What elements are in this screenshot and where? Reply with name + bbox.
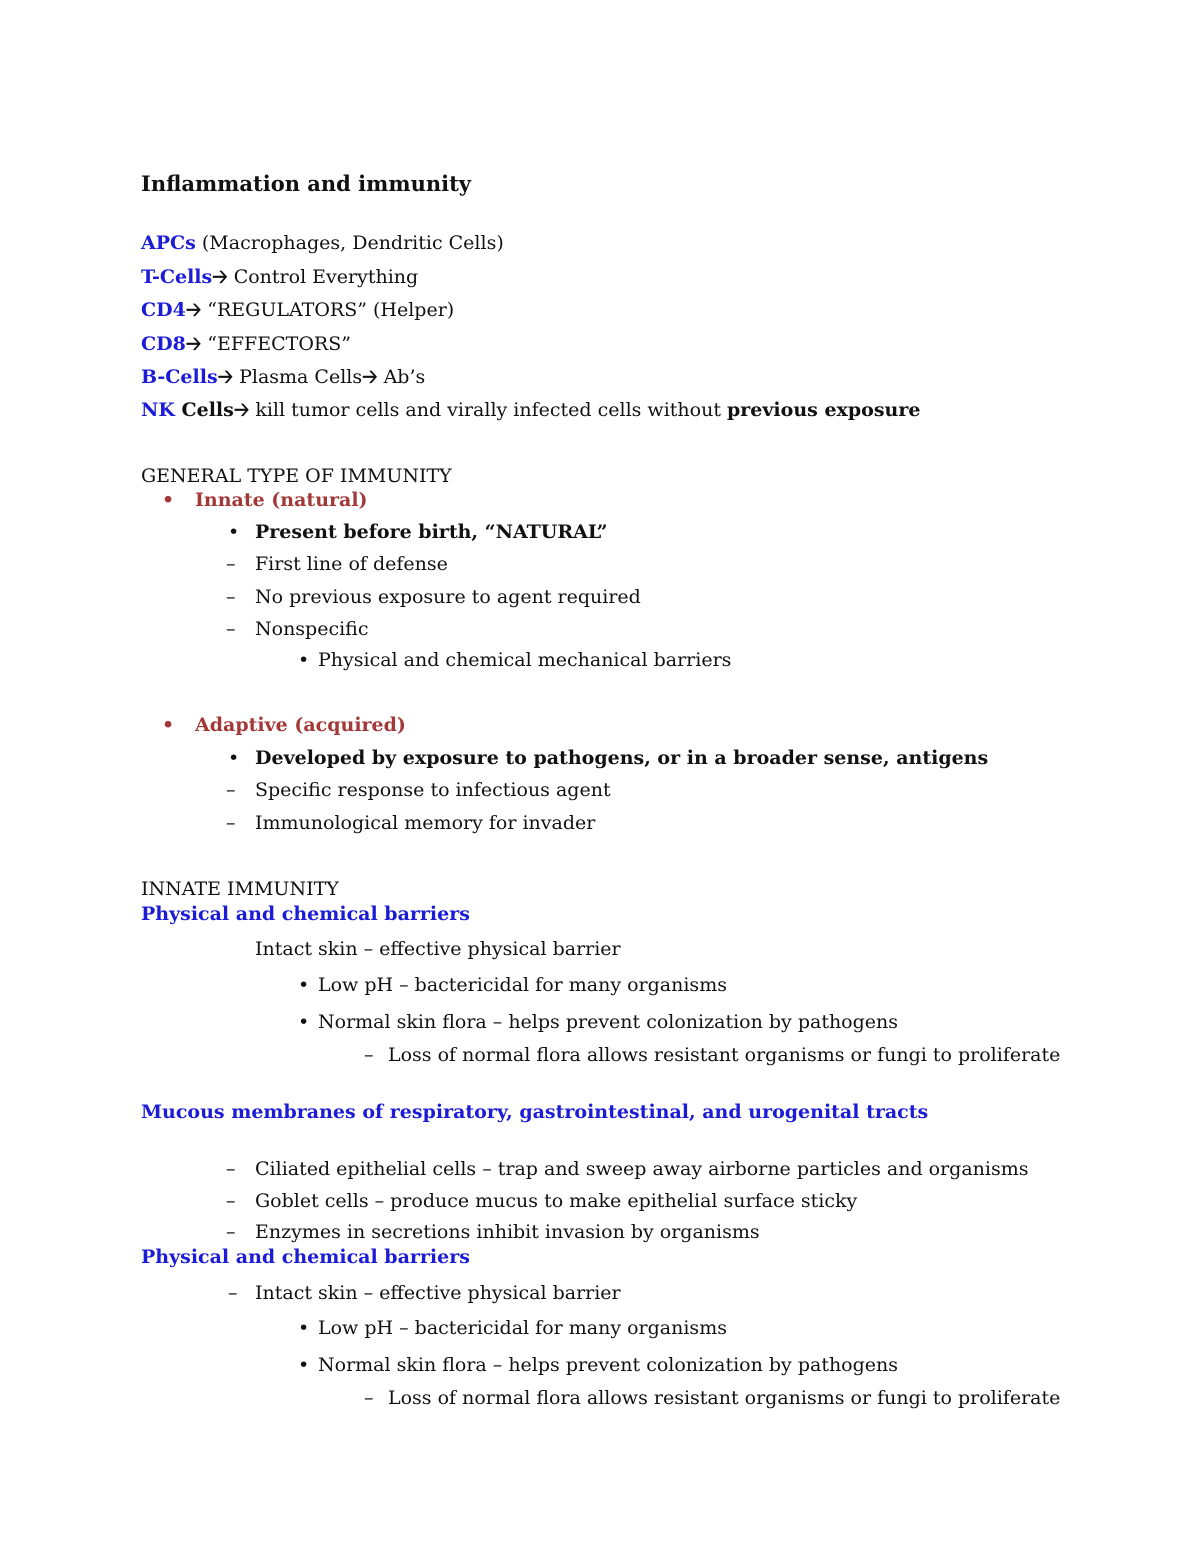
list-item: Nonspecific — [255, 618, 369, 640]
glossary-cd4 — [141, 298, 454, 322]
dash-icon: – — [364, 1387, 374, 1409]
bullet-icon: • — [298, 1354, 310, 1376]
arrow-icon: 🡢 — [233, 399, 250, 421]
bullet-icon: • — [162, 489, 175, 511]
dash-icon: – — [226, 1221, 236, 1243]
glossary-text: Ab’s — [377, 366, 426, 388]
glossary-bcells — [141, 365, 425, 389]
glossary-text: (Macrophages, Dendritic Cells) — [195, 232, 504, 254]
list-item: Specific response to infectious agent — [255, 779, 611, 801]
bullet-icon: • — [298, 1317, 310, 1339]
dash-icon: – — [364, 1044, 374, 1066]
glossary-text: Plasma Cells — [233, 366, 363, 388]
term-apcs: APCs — [141, 232, 196, 254]
list-item: First line of defense — [255, 553, 448, 575]
bullet-icon: • — [228, 747, 240, 769]
dash-icon: – — [226, 553, 236, 575]
glossary-nk — [141, 398, 920, 422]
list-item: Physical and chemical mechanical barriers — [318, 649, 732, 671]
dash-icon: – — [226, 812, 236, 834]
arrow-icon: 🡢 — [217, 366, 234, 388]
term-cd8: CD8 — [141, 333, 186, 355]
list-item: Intact skin – effective physical barrier — [255, 1282, 621, 1304]
list-item: Ciliated epithelial cells – trap and sweep away airborne particles and organisms — [255, 1158, 1029, 1180]
dash-icon: – — [226, 586, 236, 608]
term-cells: Cells — [174, 399, 234, 421]
list-item: Loss of normal flora allows resistant organisms or fungi to proliferate — [388, 1387, 1061, 1409]
glossary-text: “REGULATORS” (Helper) — [201, 299, 455, 321]
arrow-icon: 🡢 — [185, 299, 202, 321]
bullet-icon: • — [298, 1011, 310, 1033]
list-item: Loss of normal flora allows resistant organisms or fungi to proliferate — [388, 1044, 1061, 1066]
arrow-icon: 🡢 — [185, 333, 202, 355]
glossary-cd8 — [141, 332, 351, 356]
list-item: Enzymes in secretions inhibit invasion by organisms — [255, 1221, 760, 1243]
term-tcells: T-Cells — [141, 266, 213, 288]
innate-bold-item: Present before birth, “NATURAL” — [255, 521, 608, 543]
dash-icon: – — [226, 618, 236, 640]
bullet-icon: • — [298, 649, 310, 671]
list-item: Intact skin – effective physical barrier — [255, 938, 621, 960]
term-bcells: B-Cells — [141, 366, 218, 388]
section-heading-general: GENERAL TYPE OF IMMUNITY — [141, 465, 452, 487]
dash-icon: – — [226, 779, 236, 801]
innate-label: Innate (natural) — [195, 489, 368, 511]
arrow-icon: 🡢 — [362, 366, 378, 388]
list-item: Normal skin flora – helps prevent colonization by pathogens — [318, 1011, 899, 1033]
list-item: Normal skin flora – helps prevent colonization by pathogens — [318, 1354, 899, 1376]
adaptive-bold-item: Developed by exposure to pathogens, or in a broader sense, antigens — [255, 747, 989, 769]
previous-exposure: previous exposure — [727, 399, 921, 421]
dash-icon: – — [226, 1158, 236, 1180]
list-item: Low pH – bactericidal for many organisms — [318, 974, 727, 996]
list-item: No previous exposure to agent required — [255, 586, 641, 608]
list-item: Immunological memory for invader — [255, 812, 596, 834]
section-heading-innate: INNATE IMMUNITY — [141, 878, 339, 900]
glossary-text: Control Everything — [227, 266, 419, 288]
term-cd4: CD4 — [141, 299, 186, 321]
term-nk: NK — [141, 399, 175, 421]
dash-icon: – — [228, 1282, 238, 1304]
arrow-icon: 🡢 — [212, 266, 228, 288]
bullet-icon: • — [162, 714, 175, 736]
glossary-text: “EFFECTORS” — [201, 333, 351, 355]
glossary-apcs — [141, 231, 504, 255]
list-item: Goblet cells – produce mucus to make epithelial surface sticky — [255, 1190, 858, 1212]
mucous-heading: Mucous membranes of respiratory, gastrointestinal, and urogenital tracts — [141, 1101, 929, 1123]
glossary-text: kill tumor cells and virally infected cells without — [249, 399, 727, 421]
adaptive-label: Adaptive (acquired) — [195, 714, 406, 736]
bullet-icon: • — [228, 521, 240, 543]
barriers-heading: Physical and chemical barriers — [141, 903, 470, 925]
list-item: Low pH – bactericidal for many organisms — [318, 1317, 727, 1339]
dash-icon: – — [226, 1190, 236, 1212]
bullet-icon: • — [298, 974, 310, 996]
page-title: Inflammation and immunity — [141, 171, 471, 196]
glossary-tcells — [141, 265, 418, 289]
barriers-heading-2: Physical and chemical barriers — [141, 1246, 470, 1268]
